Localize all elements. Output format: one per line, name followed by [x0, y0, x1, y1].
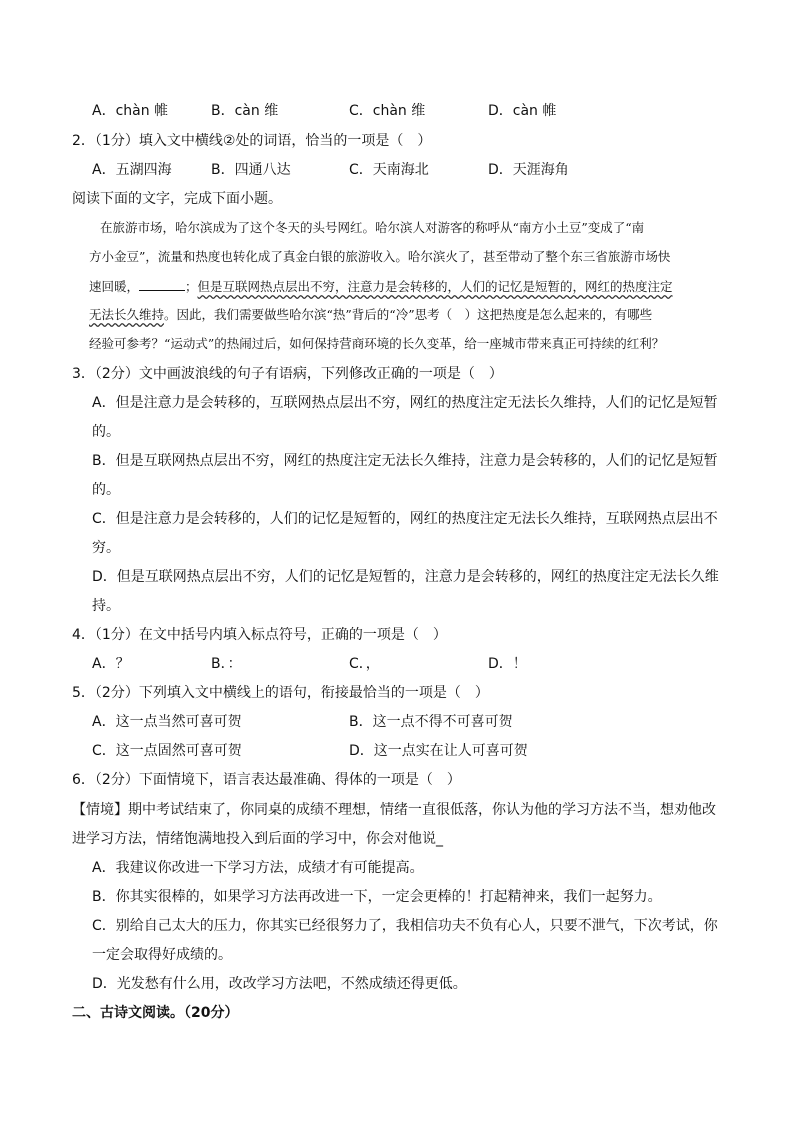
- q3-stem: 3．（2分）文中画波浪线的句子有语病，下列修改正确的一项是（ ）: [72, 366, 503, 382]
- q6-option-c-line2: 一定会取得好成绩的。: [92, 947, 232, 963]
- q4-option-c: C．，: [349, 656, 380, 672]
- q2-option-c: C．天南海北: [349, 162, 429, 178]
- q3-option-d-line1: D．但是互联网热点层出不穷，人们的记忆是短暂的，注意力是会转移的，网红的热度注定无法长久维: [92, 569, 719, 585]
- q1-option-b: B．càn 维: [211, 103, 279, 119]
- q5-option-b: B．这一点不得不可喜可贺: [349, 714, 513, 730]
- passage-line-3: [89, 276, 721, 297]
- q3-option-d-line2: 持。: [92, 598, 120, 614]
- q2-option-d: D．天涯海角: [488, 162, 569, 178]
- q4-stem: 4．（1分）在文中括号内填入标点符号，正确的一项是（ ）: [72, 627, 447, 643]
- passage-line-2: 方小金豆”，流量和热度也转化成了真金白银的旅游收入。哈尔滨火了，甚至带动了整个东三省旅游市场快: [89, 249, 671, 264]
- q3-option-a-line2: 的。: [92, 424, 120, 440]
- q5-option-c: C．这一点固然可喜可贺: [92, 743, 242, 759]
- q5-option-a: A．这一点当然可喜可贺: [92, 714, 242, 730]
- passage-line-4-rest: 。因此，我们需要做些哈尔滨“热”背后的“冷”思考（ ）这把热度是怎么起来的，有哪些: [164, 307, 653, 322]
- q2-option-a: A．五湖四海: [92, 162, 172, 178]
- passage-line-5: 经验可参考？“运动式”的热闹过后，如何保持营商环境的长久变革，给一座城市带来真正可持续的红利？: [89, 336, 665, 351]
- q6-stem: 6．（2分）下面情境下，语言表达最准确、得体的一项是（ ）: [72, 772, 461, 788]
- wavy-sentence-part-1: 但是互联网热点层出不穷，注意力是会转移的，人们的记忆是短暂的，网红的热度注定: [197, 279, 673, 294]
- reading-intro: 阅读下面的文字，完成下面小题。: [72, 191, 282, 207]
- q1-option-a: A．chàn 帷: [92, 103, 169, 119]
- q2-stem: 2．（1分）填入文中横线②处的词语，恰当的一项是（ ）: [72, 133, 432, 149]
- wavy-sentence-part-2: 无法长久维持: [89, 307, 165, 322]
- q6-option-d: D．光发愁有什么用，改改学习方法吧，不然成绩还得更低。: [92, 976, 467, 992]
- q4-option-a: A．？: [92, 656, 130, 672]
- passage-line-3-sep: ；: [185, 279, 198, 294]
- q3-option-c-line2: 穷。: [92, 540, 120, 556]
- passage-line-1: 在旅游市场，哈尔滨成为了这个冬天的头号网红。哈尔滨人对游客的称呼从“南方小土豆”变成了“南: [100, 220, 645, 235]
- q5-option-d: D．这一点实在让人可喜可贺: [349, 743, 528, 759]
- q1-option-c: C．chàn 维: [349, 103, 426, 119]
- q4-option-b: B．：: [211, 656, 242, 672]
- q4-option-d: D．！: [488, 656, 527, 672]
- q2-option-b: B．四通八达: [211, 162, 291, 178]
- q3-option-c-line1: C．但是注意力是会转移的，人们的记忆是短暂的，网红的热度注定无法长久维持，互联网热点层出不: [92, 511, 718, 527]
- blank-line: [139, 276, 185, 291]
- q6-option-b: B．你其实很棒的，如果学习方法再改进一下，一定会更棒的！打起精神来，我们一起努力。: [92, 889, 662, 905]
- section-2-heading: 二、古诗文阅读。（20分）: [72, 1005, 239, 1021]
- q6-option-a: A．我建议你改进一下学习方法，成绩才有可能提高。: [92, 860, 424, 876]
- passage-line-4: [89, 305, 721, 325]
- q6-situation-line2: 进学习方法，情绪饱满地投入到后面的学习中，你会对他说_: [72, 831, 443, 847]
- q3-option-b-line1: B．但是互联网热点层出不穷，网红的热度注定无法长久维持，注意力是会转移的，人们的记忆是短暂: [92, 453, 718, 469]
- q6-option-c-line1: C．别给自己太大的压力，你其实已经很努力了，我相信功夫不负有心人，只要不泄气，下次考试，你: [92, 918, 718, 934]
- q5-stem: 5．（2分）下列填入文中横线上的语句，衔接最恰当的一项是（ ）: [72, 685, 489, 701]
- q1-option-d: D．càn 帷: [488, 103, 557, 119]
- passage-line-3-start: 速回暖，: [89, 279, 140, 294]
- q3-option-b-line2: 的。: [92, 482, 120, 498]
- q6-situation-line1: 【情境】期中考试结束了，你同桌的成绩不理想，情绪一直很低落，你认为他的学习方法不当，想劝他改: [72, 802, 716, 818]
- q3-option-a-line1: A．但是注意力是会转移的，互联网热点层出不穷，网红的热度注定无法长久维持，人们的记忆是短暂: [92, 395, 718, 411]
